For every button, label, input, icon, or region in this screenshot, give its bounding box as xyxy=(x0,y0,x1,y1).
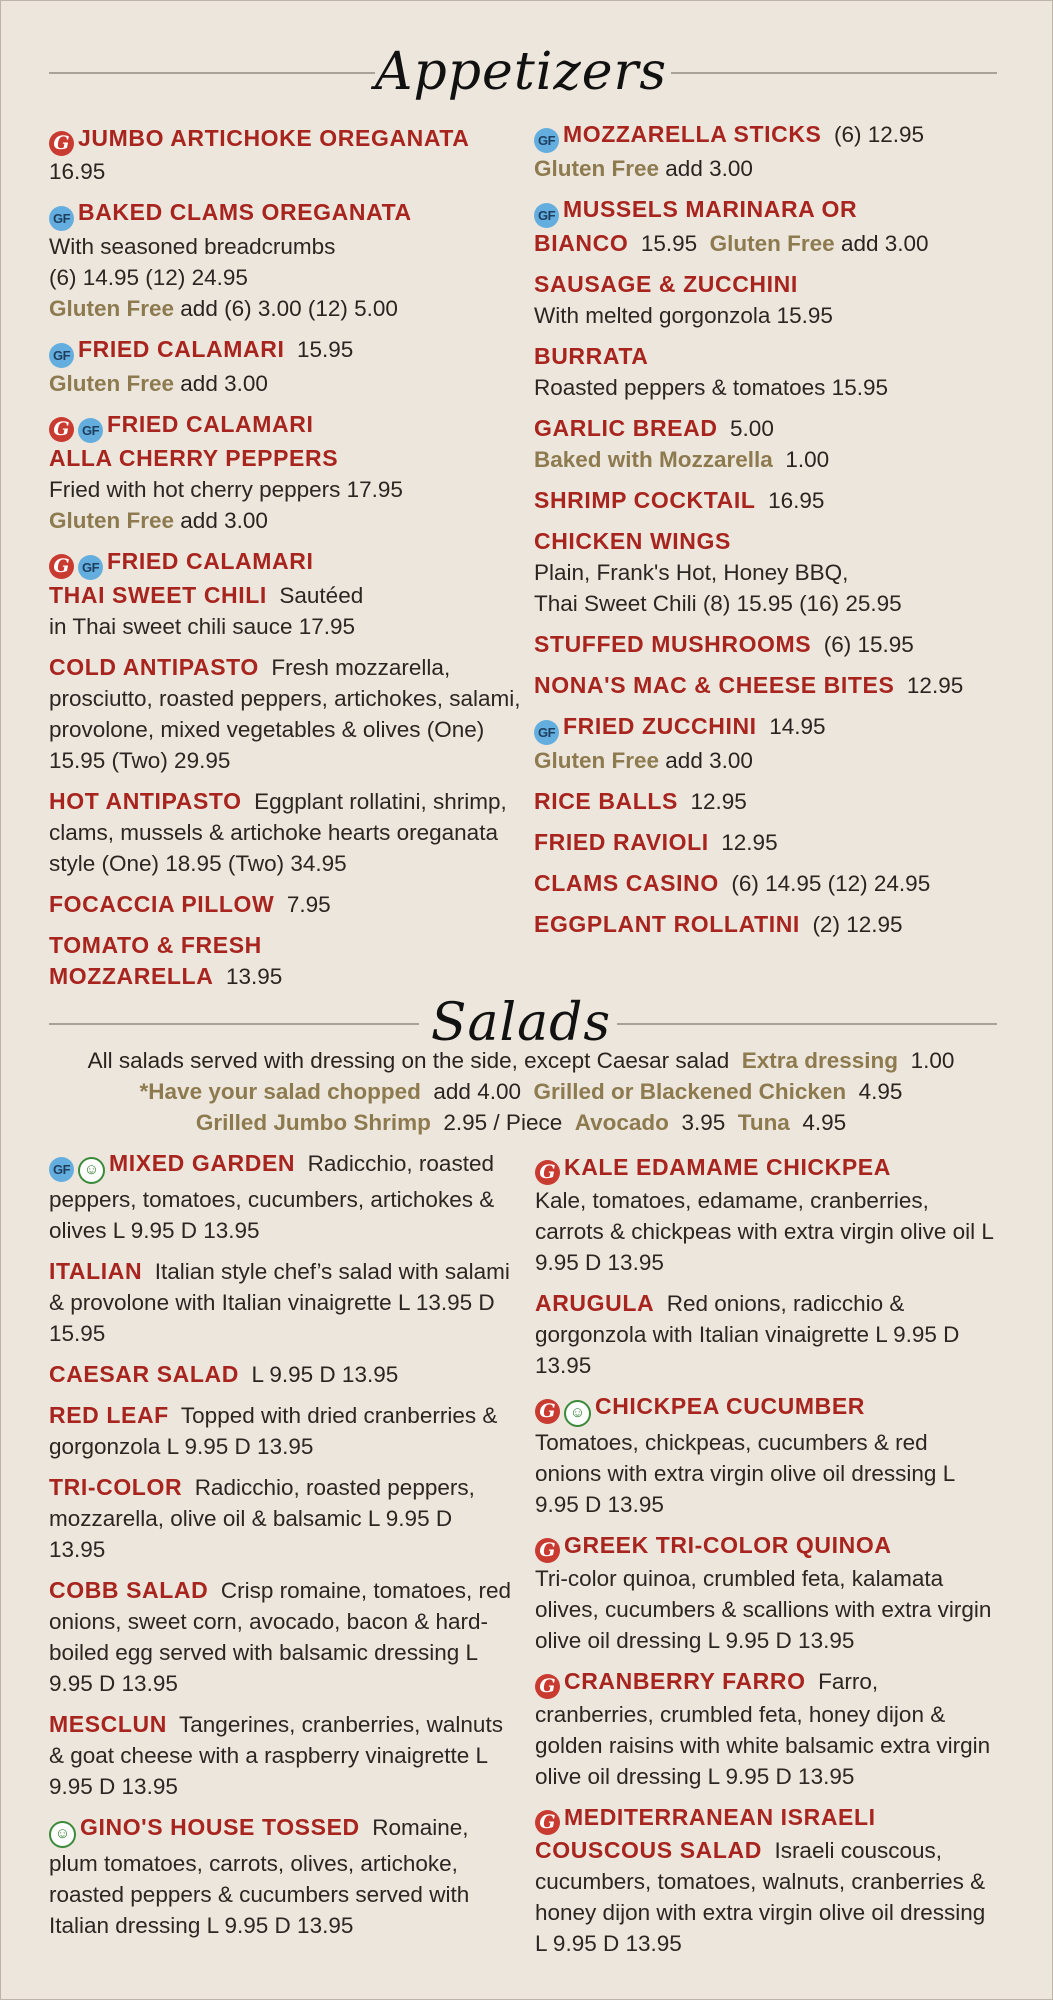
gluten-free-icon: GF xyxy=(78,555,103,580)
header-rule-right xyxy=(617,1023,997,1025)
vegetarian-icon: ☺ xyxy=(78,1157,105,1184)
appetizers-title: Appetizers xyxy=(374,42,668,102)
menu-item: COBB SALAD Crisp romaine, tomatoes, red onions, sweet corn, avocado, bacon & hard-boiled egg served with balsamic dressing L 9.95 D 13.95 xyxy=(49,1577,511,1696)
menu-item: TOMATO & FRESH MOZZARELLA 13.95 xyxy=(49,932,283,989)
vegetarian-icon: ☺ xyxy=(564,1400,591,1427)
appetizers-header xyxy=(45,37,997,107)
salads-left-column xyxy=(49,1148,511,1951)
menu-item: ☺ GINO'S HOUSE TOSSED Romaine, plum tomatoes, carrots, olives, artichoke, roasted peppers & cucumbers served with Italian dressing L 9.95 D 13.95 xyxy=(49,1814,470,1938)
salads-title: Salads xyxy=(430,993,612,1053)
menu-item: GF ☺ MIXED GARDEN Radicchio, roasted peppers, tomatoes, cucumbers, artichokes & olives L 9.95 D 13.95 xyxy=(49,1150,495,1243)
menu-item: G ☺ CHICKPEA CUCUMBER Tomatoes, chickpeas, cucumbers & red onions with extra virgin olive oil dressing L 9.95 D 13.95 xyxy=(535,1393,955,1517)
menu-item: G JUMBO ARTICHOKE OREGANATA 16.95 xyxy=(49,125,470,184)
appetizers-right-column xyxy=(534,119,1004,950)
appetizers-left-column xyxy=(49,123,524,1002)
menu-item: G CRANBERRY FARRO Farro, cranberries, crumbled feta, honey dijon & golden raisins with white balsamic extra virgin olive oil dressing L 9.95 D 13.95 xyxy=(535,1668,991,1789)
header-rule-right xyxy=(671,72,997,74)
menu-item: GARLIC BREAD 5.00 Baked with Mozzarella 1.00 xyxy=(534,415,830,472)
menu-item: G GREEK TRI-COLOR QUINOA Tri-color quinoa, crumbled feta, kalamata olives, cucumbers & scallions with extra virgin olive oil dressing L 9.95 D 13.95 xyxy=(535,1532,992,1653)
gluten-g-icon: G xyxy=(535,1399,560,1424)
menu-item: G GF FRIED CALAMARI ALLA CHERRY PEPPERS Fried with hot cherry peppers 17.95 Gluten Free add 3.00 xyxy=(49,411,403,533)
gluten-g-icon: G xyxy=(535,1538,560,1563)
menu-item: CAESAR SALAD L 9.95 D 13.95 xyxy=(49,1361,399,1387)
menu-item: STUFFED MUSHROOMS (6) 15.95 xyxy=(534,631,914,657)
header-rule-left xyxy=(49,1023,419,1025)
gluten-g-icon: G xyxy=(49,554,74,579)
menu-item: BURRATA Roasted peppers & tomatoes 15.95 xyxy=(534,343,888,400)
menu-item: G MEDITERRANEAN ISRAELI COUSCOUS SALAD Israeli couscous, cucumbers, tomatoes, walnuts, cranberries & honey dijon with extra virgin olive oil dressing L 9.95 D 13.95 xyxy=(535,1804,986,1956)
gluten-g-icon: G xyxy=(49,131,74,156)
menu-item: CLAMS CASINO (6) 14.95 (12) 24.95 xyxy=(534,870,931,896)
salads-intro: All salads served with dressing on the side, except Caesar salad Extra dressing 1.00 *Have your salad chopped add 4.00 Grilled or Blackened Chicken 4.95 Grilled Jumbo Shrimp 2.95 / Piece Avocado 3.95 Tuna 4.95 xyxy=(87,1048,955,1135)
gluten-free-icon: GF xyxy=(78,418,103,443)
menu-item: G KALE EDAMAME CHICKPEA Kale, tomatoes, edamame, cranberries, carrots & chickpeas with extra virgin olive oil L 9.95 D 13.95 xyxy=(535,1154,994,1275)
menu-item: GF FRIED ZUCCHINI 14.95 Gluten Free add 3.00 xyxy=(534,713,826,773)
gluten-g-icon: G xyxy=(535,1810,560,1835)
gluten-g-icon: G xyxy=(535,1160,560,1185)
menu-item: ARUGULA Red onions, radicchio & gorgonzola with Italian vinaigrette L 9.95 D 13.95 xyxy=(535,1290,960,1378)
menu-item: GF FRIED CALAMARI 15.95 Gluten Free add 3.00 xyxy=(49,336,354,396)
menu-item: EGGPLANT ROLLATINI (2) 12.95 xyxy=(534,911,903,937)
menu-item: GF MOZZARELLA STICKS (6) 12.95 Gluten Free add 3.00 xyxy=(534,121,925,181)
gluten-g-icon: G xyxy=(49,417,74,442)
gluten-free-icon: GF xyxy=(534,720,559,745)
menu-item: NONA'S MAC & CHEESE BITES 12.95 xyxy=(534,672,964,698)
vegetarian-icon: ☺ xyxy=(49,1821,76,1848)
salads-right-column xyxy=(535,1152,997,1969)
gluten-free-icon: GF xyxy=(49,206,74,231)
header-rule-left xyxy=(49,72,375,74)
menu-item: ITALIAN Italian style chef’s salad with salami & provolone with Italian vinaigrette L 13.95 D 15.95 xyxy=(49,1258,510,1346)
menu-item: SHRIMP COCKTAIL 16.95 xyxy=(534,487,825,513)
menu-item: SAUSAGE & ZUCCHINI With melted gorgonzola 15.95 xyxy=(534,271,833,328)
menu-item: CHICKEN WINGS Plain, Frank's Hot, Honey BBQ, Thai Sweet Chili (8) 15.95 (16) 25.95 xyxy=(534,528,902,616)
menu-item: FOCACCIA PILLOW 7.95 xyxy=(49,891,331,917)
menu-item: GF BAKED CLAMS OREGANATA With seasoned breadcrumbs (6) 14.95 (12) 24.95 Gluten Free add (6) 3.00 (12) 5.00 xyxy=(49,199,412,321)
gluten-free-icon: GF xyxy=(49,1157,74,1182)
gluten-g-icon: G xyxy=(535,1674,560,1699)
menu-item: MESCLUN Tangerines, cranberries, walnuts & goat cheese with a raspberry vinaigrette L 9.95 D 13.95 xyxy=(49,1711,503,1799)
gluten-free-icon: GF xyxy=(49,343,74,368)
menu-item: COLD ANTIPASTO Fresh mozzarella, prosciutto, roasted peppers, artichokes, salami, provolone, mixed vegetables & olives (One) 15.95 (Two) 29.95 xyxy=(49,654,521,773)
menu-item: GF MUSSELS MARINARA OR BIANCO 15.95 Gluten Free add 3.00 xyxy=(534,196,929,256)
menu-item: G GF FRIED CALAMARI THAI SWEET CHILI Sautéed in Thai sweet chili sauce 17.95 xyxy=(49,548,364,639)
menu-item: HOT ANTIPASTO Eggplant rollatini, shrimp, clams, mussels & artichoke hearts oreganata style (One) 18.95 (Two) 34.95 xyxy=(49,788,507,876)
menu-item: RICE BALLS 12.95 xyxy=(534,788,747,814)
gluten-free-icon: GF xyxy=(534,203,559,228)
menu-item: RED LEAF Topped with dried cranberries & gorgonzola L 9.95 D 13.95 xyxy=(49,1402,498,1459)
menu-item: FRIED RAVIOLI 12.95 xyxy=(534,829,778,855)
gluten-free-icon: GF xyxy=(534,128,559,153)
menu-item: TRI-COLOR Radicchio, roasted peppers, mozzarella, olive oil & balsamic L 9.95 D 13.95 xyxy=(49,1474,475,1562)
